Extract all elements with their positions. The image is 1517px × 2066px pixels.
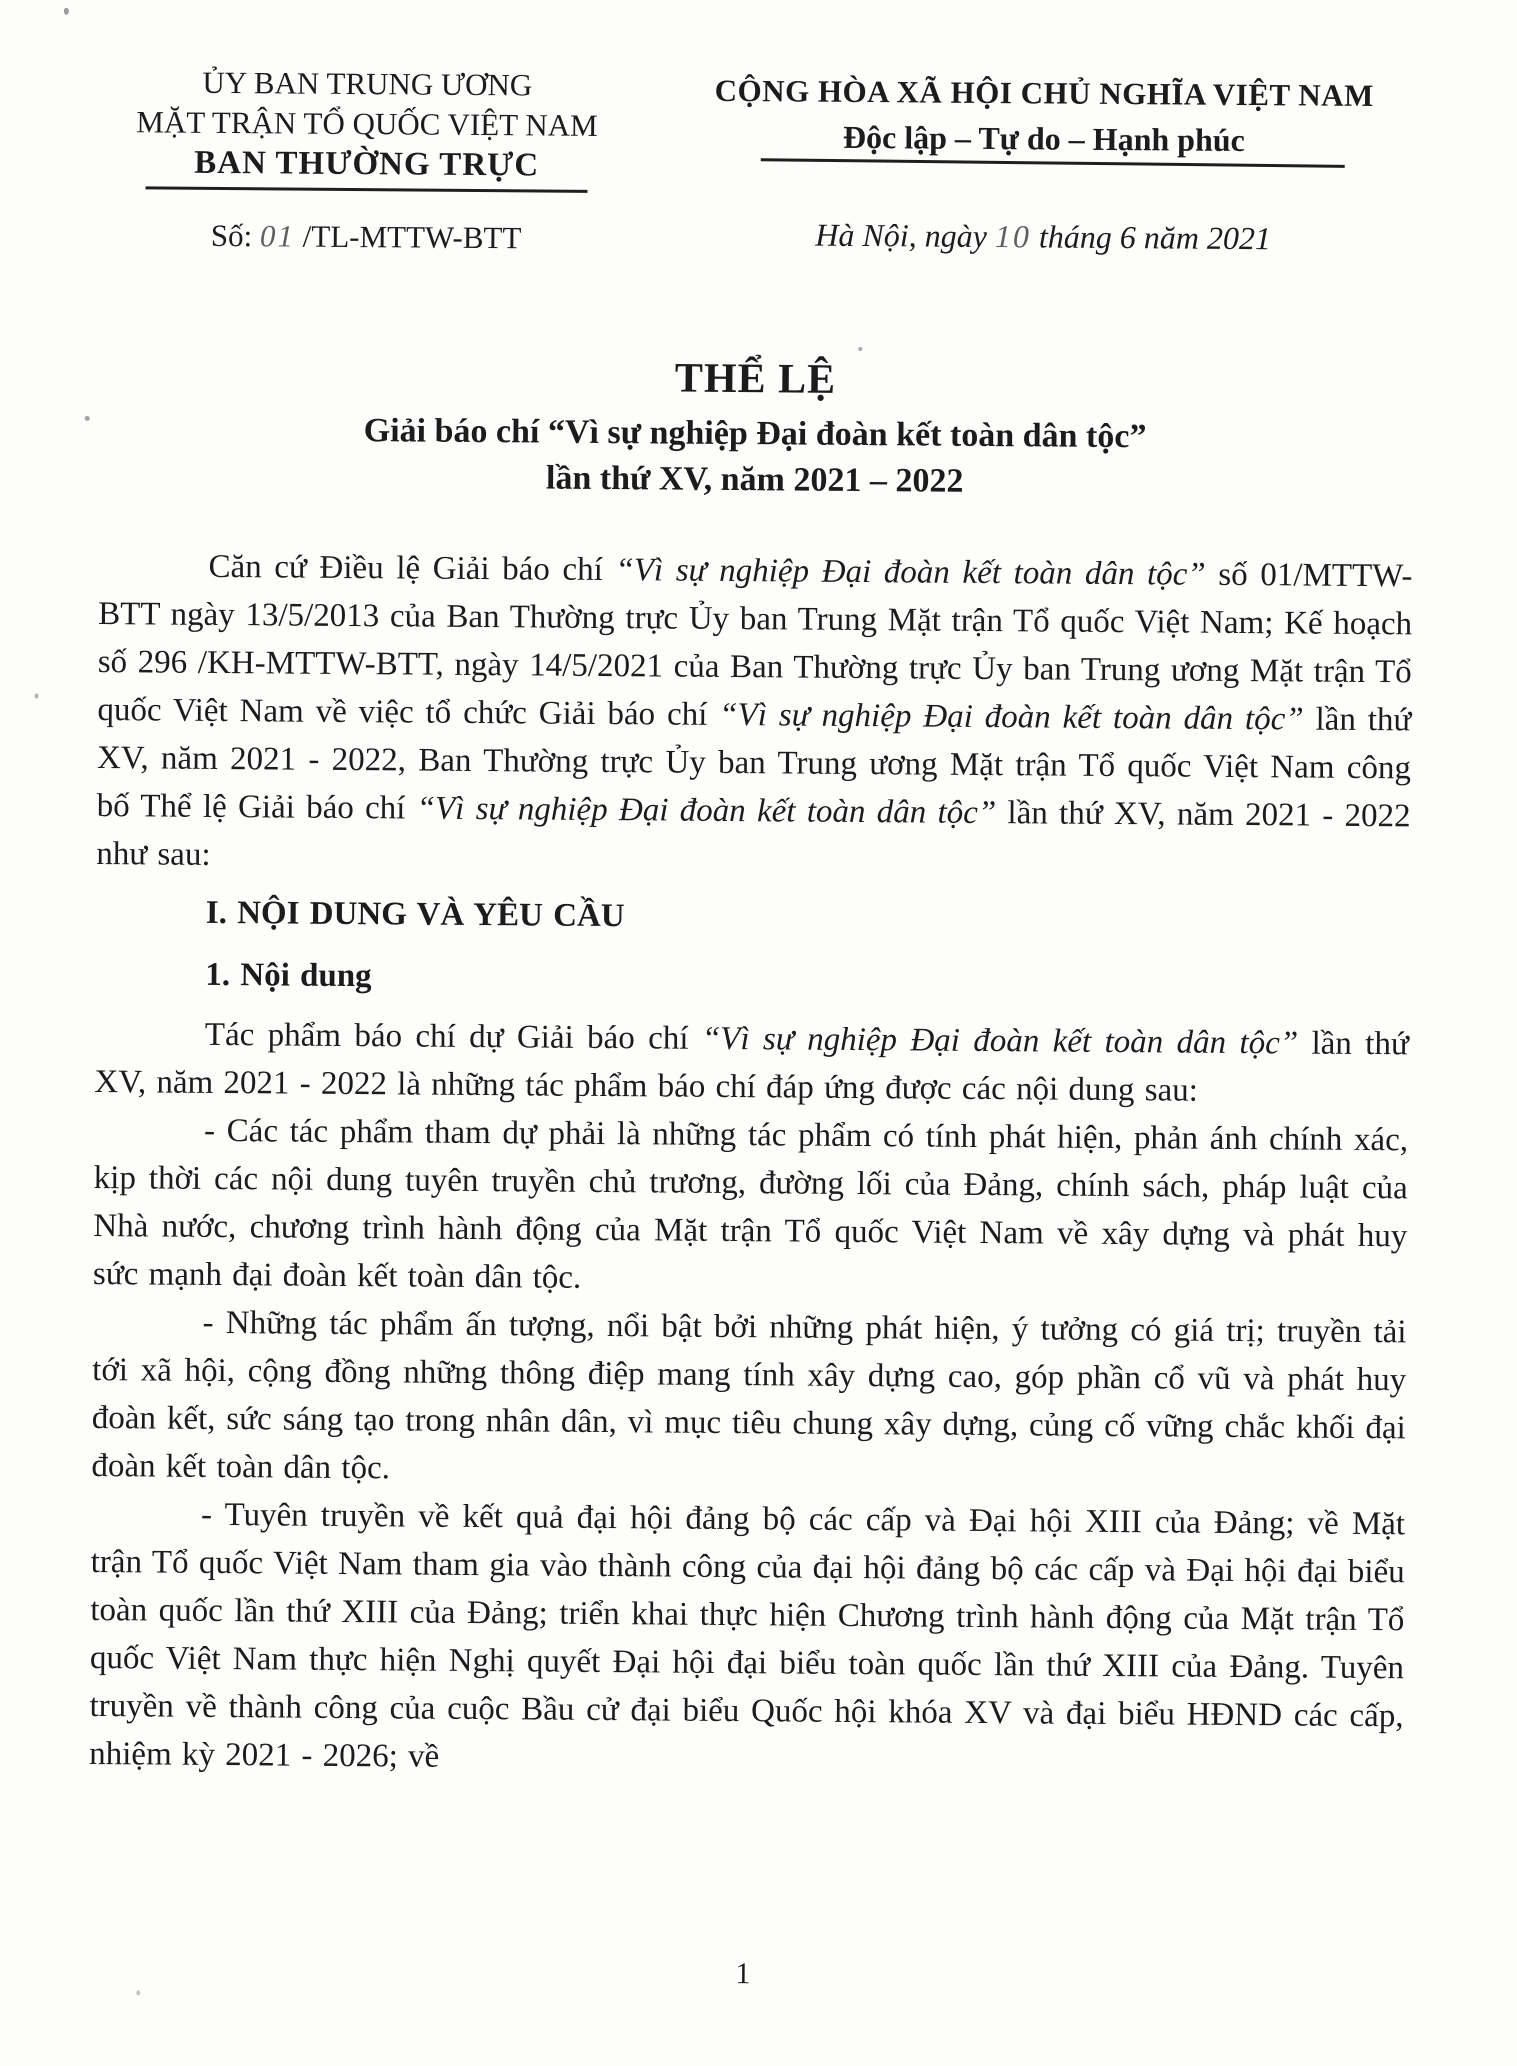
subsection-heading-1: 1. Nội dung [205, 956, 372, 995]
text-segment: số 01/MTTW-BTT ngày 13/5/2013 của Ban Thường trực Ủy ban Trung Mặt trận Tổ quốc Việt Nam; Kế hoạch số 296 /KH-MTTW-BTT, ngày 14/5/2021 của Ban Thường trực Ủy ban Trung ương Mặt trận Tổ quốc Việt Nam về việc tổ chức Giải báo chí [97, 556, 1413, 733]
title-edition: lần thứ XV, năm 2021 – 2022 [545, 459, 964, 500]
scan-speck [85, 416, 90, 421]
paragraph-bullet-3: - Tuyên truyền về kết quả đại hội đảng bộ các cấp và Đại hội XIII của Đảng; về Mặt trận Tổ quốc Việt Nam tham gia vào thành công của đại hội đảng bộ các cấp và Đại hội đại biểu toàn quốc lần thứ XIII của Đảng; triển khai thực hiện Chương trình hành động của Mặt trận Tổ quốc Việt Nam thực hiện Nghị quyết Đại hội đại biểu toàn quốc lần thứ XIII của Đảng. Tuyên truyền về thành công của cuộc Bầu cử đại biểu Quốc hội khóa XV và đại biểu HĐND các cấp, nhiệm kỳ 2021 - 2026; về [89, 1496, 1406, 1775]
scan-speck [64, 8, 69, 15]
award-name-italic: “Vì sự nghiệp Đại đoàn kết toàn dân tộc” [701, 1020, 1299, 1062]
issuer-line1: ỦY BAN TRUNG ƯƠNG [202, 64, 533, 103]
title-main: THỂ LỆ [674, 355, 837, 403]
paragraph-bullet-2: - Những tác phẩm ấn tượng, nổi bật bởi những phát hiện, ý tưởng có giá trị; truyền tải tới xã hội, cộng đồng những thông điệp mang tính xây dựng cao, góp phần cổ vũ và phát huy đoàn kết, sức sáng tạo trong nhân dân, vì mục tiêu chung xây dựng, củng cố vững chắc khối đại đoàn kết toàn dân tộc. [91, 1304, 1407, 1487]
scan-speck [34, 694, 38, 699]
paragraph-content-intro [94, 1010, 1409, 1116]
national-title: CỘNG HÒA XÃ HỘI CHỦ NGHĨA VIỆT NAM [714, 72, 1375, 114]
document-body [89, 542, 1413, 1788]
page-number: 1 [735, 1957, 751, 1991]
issuer-block [90, 62, 643, 259]
scan-speck [136, 1990, 140, 1995]
document-title-block [0, 347, 1514, 509]
award-name-italic: “Vì sự nghiệp Đại đoàn kết toàn dân tộc” [416, 790, 997, 832]
document-number-label: Số: [210, 217, 253, 254]
place-date-prefix: Hà Nội, ngày [815, 216, 988, 254]
scan-speck [858, 347, 862, 351]
place-date-line [658, 213, 1428, 259]
date-day-handwritten: 10 [994, 218, 1032, 255]
document-number-handwritten: 01 [259, 218, 296, 254]
text-segment: lần thứ XV, năm 2021 - 2022 là những tác phẩm báo chí đáp ứng được các nội dung sau: [94, 1025, 1409, 1109]
document-number-symbol: /TL-MTTW-BTT [302, 218, 522, 256]
issuer-line2: MẶT TRẬN TỔ QUỐC VIỆT NAM [136, 104, 598, 143]
document-number-line [90, 215, 642, 259]
paragraph-bullet-1: - Các tác phẩm tham dự phải là những tác phẩm có tính phát hiện, phản ánh chính xác, kịp thời các nội dung tuyên truyền chủ trương, đường lối của Đảng, chính sách, pháp luật của Nhà nước, chương trình hành động của Mặt trận Tổ quốc Việt Nam về xây dựng và phát huy sức mạnh đại đoàn kết toàn dân tộc. [92, 1112, 1409, 1296]
text-segment: lần thứ XV, năm 2021 - 2022, Ban Thường trực Ủy ban Trung ương Mặt trận Tổ quốc Việt Nam công bố Thể lệ Giải báo chí [96, 701, 1412, 827]
national-motto: Độc lập – Tự do – Hạnh phúc [842, 118, 1245, 159]
national-header-block [658, 70, 1429, 259]
place-date-suffix: tháng 6 năm 2021 [1038, 218, 1272, 257]
text-segment: Tác phẩm báo chí dự Giải báo chí [204, 1016, 703, 1057]
issuer-line3: BAN THƯỜNG TRỰC [194, 144, 540, 184]
text-segment: lần thứ XV, năm 2021 - 2022 như sau: [96, 795, 1411, 873]
section-heading-1: I. NỘI DUNG VÀ YÊU CẦU [205, 894, 625, 935]
issuer-underline [145, 186, 587, 192]
paragraph-legal-basis [96, 542, 1413, 888]
text-segment: Căn cứ Điều lệ Giải báo chí [208, 548, 616, 589]
title-award-name: Giải báo chí “Vì sự nghiệp Đại đoàn kết toàn dân tộc” [363, 412, 1147, 456]
award-name-italic: “Vì sự nghiệp Đại đoàn kết toàn dân tộc” [719, 696, 1304, 738]
award-name-italic: “Vì sự nghiệp Đại đoàn kết toàn dân tộc” [615, 552, 1206, 593]
